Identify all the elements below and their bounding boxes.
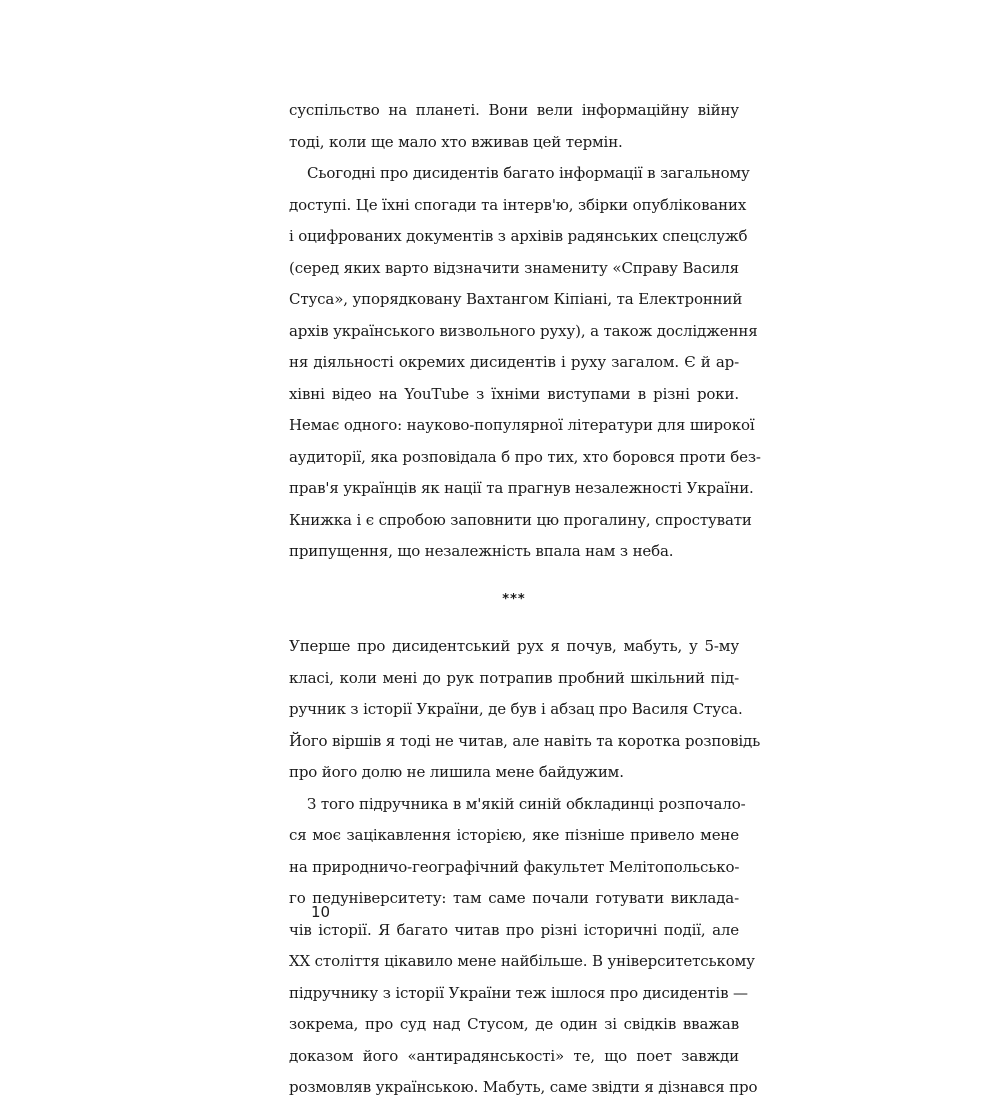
paragraph-1: [289, 95, 739, 158]
text-line: і оцифрованих документів з архівів радянських спецслужб: [289, 227, 748, 245]
text-line: Книжка і є спробою заповнити цю прогалину, спростувати: [289, 510, 752, 529]
text-line: го педуніверситету: там саме почали готувати виклада-: [289, 889, 739, 907]
text-line: на природничо-географічний факультет Мелітопольсько-: [289, 857, 740, 876]
text-line: розмовляв українською. Мабуть, саме звідти я дізнався про: [289, 1078, 758, 1096]
text-line: (серед яких варто відзначити знамениту «Справу Василя: [289, 258, 739, 277]
text-line: тоді, коли ще мало хто вживав цей термін.: [289, 132, 623, 151]
section-separator: ***: [502, 591, 526, 607]
text-line: XX століття цікавило мене найбільше. В університетському: [289, 952, 755, 970]
text-line: Уперше про дисидентський рух я почув, мабуть, у 5-му: [289, 637, 739, 655]
paragraph-2: [289, 158, 761, 568]
page-number: 10: [311, 903, 331, 921]
text-line: про його долю не лишила мене байдужим.: [289, 763, 624, 781]
text-line: прав'я українців як нації та прагнув незалежності України.: [289, 479, 754, 497]
page-body: [289, 95, 761, 1104]
text-line: зокрема, про суд над Стусом, де один зі свідків вважав: [289, 1015, 739, 1033]
text-line: Немає одного: науково-популярної літератури для широкої: [289, 416, 755, 434]
text-line: архів українського визвольного руху), а також дослідження: [289, 321, 758, 340]
text-line: хівні відео на YouTube з їхніми виступами в різні роки.: [289, 384, 739, 403]
paragraph-4: [289, 789, 758, 1104]
text-line: чів історії. Я багато читав про різні історичні події, але: [289, 920, 739, 939]
text-line: Сьогодні про дисидентів багато інформації в загальному: [307, 164, 750, 182]
text-line: ся моє зацікавлення історією, яке пізніше привело мене: [289, 826, 739, 844]
text-line: аудиторії, яка розповідала б про тих, хто боровся проти без-: [289, 447, 761, 466]
text-line: Його віршів я тоді не читав, але навіть та коротка розповідь: [289, 731, 761, 750]
text-line: доказом його «антирадянськості» те, що поет завжди: [289, 1046, 739, 1065]
text-line: підручнику з історії України теж ішлося про дисидентів —: [289, 983, 748, 1002]
text-line: ня діяльності окремих дисидентів і руху загалом. Є й ар-: [289, 353, 739, 371]
text-line: класі, коли мені до рук потрапив пробний шкільний під-: [289, 668, 739, 687]
text-line: припущення, що незалежність впала нам з неба.: [289, 542, 674, 560]
text-line: доступі. Це їхні спогади та інтерв'ю, збірки опублікованих: [289, 195, 747, 214]
text-line: ручник з історії України, де був і абзац про Василя Стуса.: [289, 700, 743, 718]
text-line: суспільство на планеті. Вони вели інформаційну війну: [289, 101, 739, 119]
text-line: Стуса», упорядковану Вахтангом Кіпіані, та Електронний: [289, 290, 743, 308]
text-line: З того підручника в м'якій синій обкладинці розпочало-: [307, 794, 746, 813]
paragraph-3: [289, 631, 761, 789]
